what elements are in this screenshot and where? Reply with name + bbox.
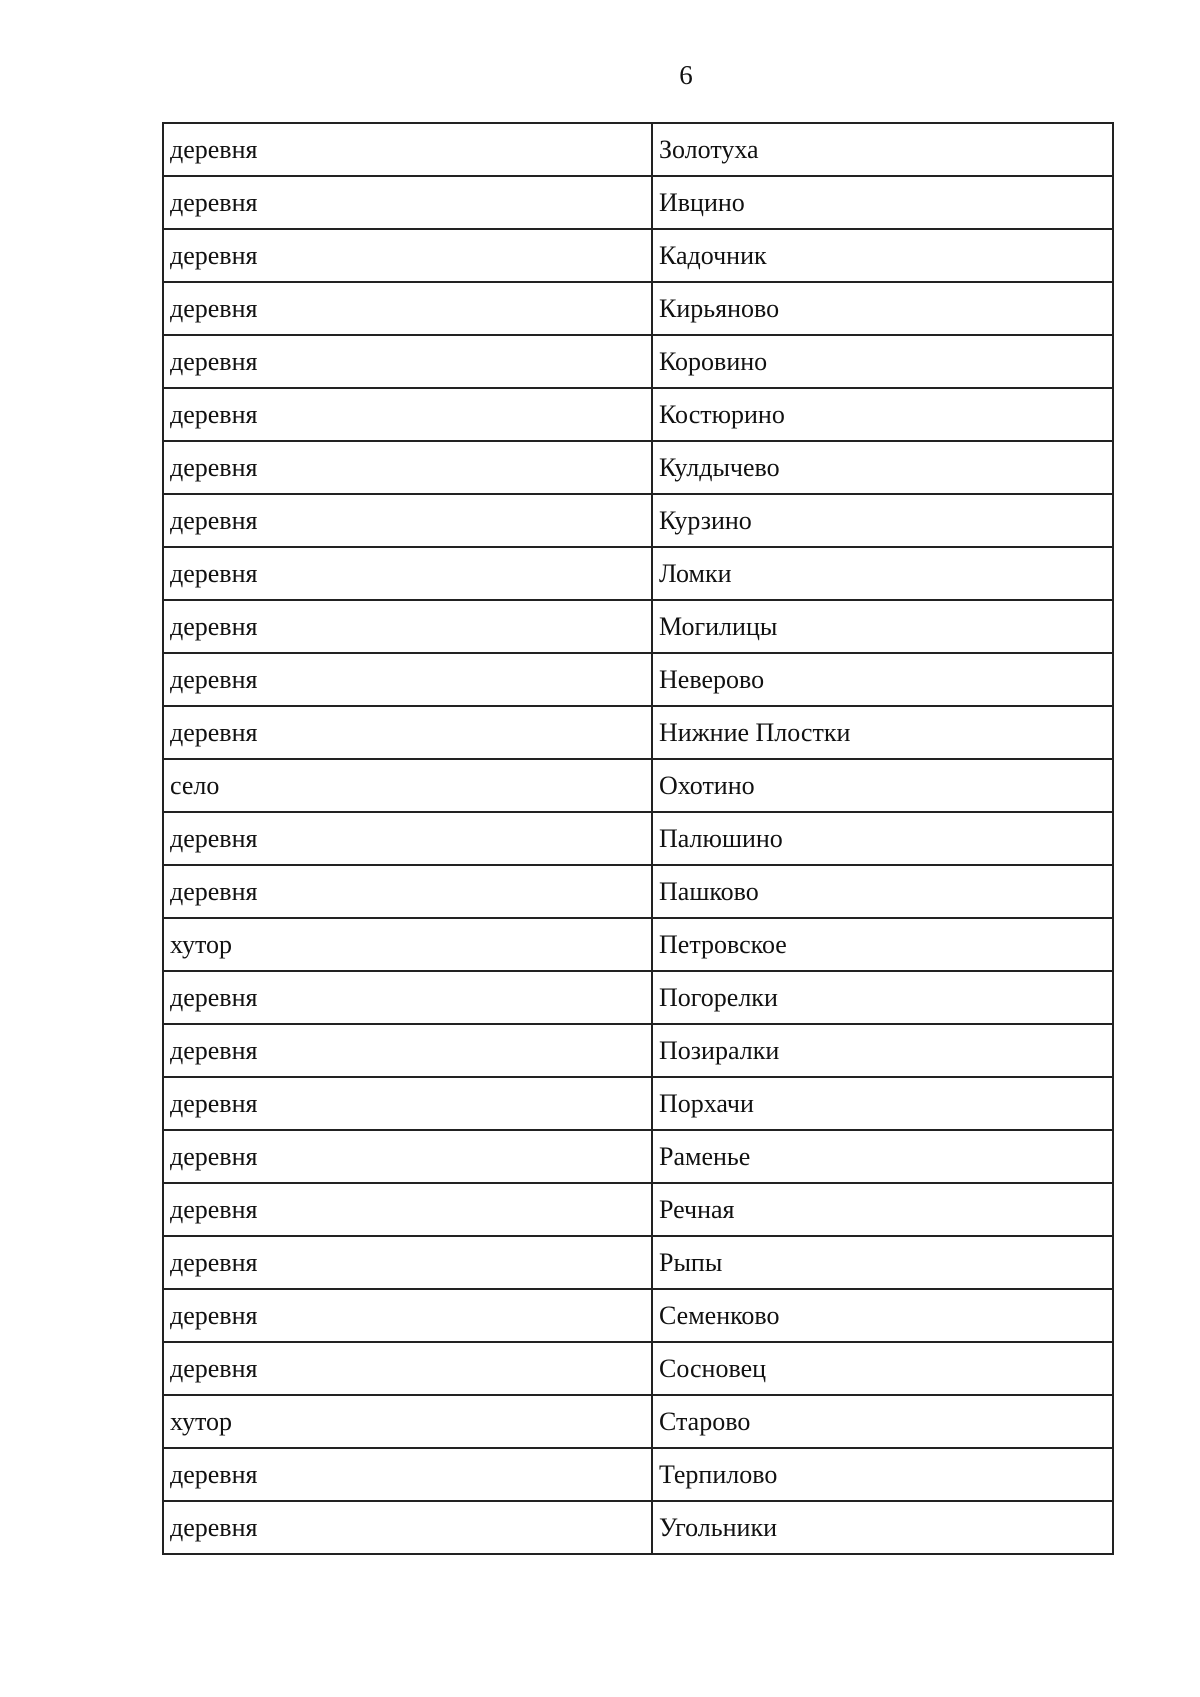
table-row	[163, 1130, 1113, 1183]
settlement-type-cell: деревня	[163, 865, 652, 918]
settlement-name-cell: Речная	[652, 1183, 1113, 1236]
settlement-type-cell: деревня	[163, 123, 652, 176]
settlements-table-body	[163, 123, 1113, 1554]
settlement-type-cell: деревня	[163, 1183, 652, 1236]
settlement-name-cell: Раменье	[652, 1130, 1113, 1183]
table-row	[163, 706, 1113, 759]
settlement-type-cell: деревня	[163, 1448, 652, 1501]
table-row	[163, 1024, 1113, 1077]
settlement-type-cell: хутор	[163, 918, 652, 971]
settlement-type-cell: деревня	[163, 1501, 652, 1554]
settlement-type-cell: деревня	[163, 1342, 652, 1395]
table-row	[163, 1077, 1113, 1130]
settlement-type-cell: деревня	[163, 812, 652, 865]
table-row	[163, 759, 1113, 812]
table-row	[163, 335, 1113, 388]
settlement-type-cell: деревня	[163, 971, 652, 1024]
table-row	[163, 494, 1113, 547]
settlement-type-cell: деревня	[163, 176, 652, 229]
settlement-name-cell: Ивцино	[652, 176, 1113, 229]
settlement-type-cell: деревня	[163, 282, 652, 335]
settlement-name-cell: Позиралки	[652, 1024, 1113, 1077]
settlement-name-cell: Кулдычево	[652, 441, 1113, 494]
table-row	[163, 1183, 1113, 1236]
table-row	[163, 653, 1113, 706]
settlement-name-cell: Золотуха	[652, 123, 1113, 176]
table-row	[163, 388, 1113, 441]
settlement-type-cell: деревня	[163, 388, 652, 441]
settlement-type-cell: деревня	[163, 1024, 652, 1077]
table-row	[163, 441, 1113, 494]
settlement-name-cell: Рыпы	[652, 1236, 1113, 1289]
table-row	[163, 123, 1113, 176]
settlement-name-cell: Могилицы	[652, 600, 1113, 653]
table-row	[163, 547, 1113, 600]
table-row	[163, 812, 1113, 865]
settlement-name-cell: Кадочник	[652, 229, 1113, 282]
settlement-type-cell: деревня	[163, 653, 652, 706]
settlement-name-cell: Терпилово	[652, 1448, 1113, 1501]
settlement-name-cell: Костюрино	[652, 388, 1113, 441]
settlement-name-cell: Старово	[652, 1395, 1113, 1448]
settlement-name-cell: Угольники	[652, 1501, 1113, 1554]
table-row	[163, 1289, 1113, 1342]
table-row	[163, 282, 1113, 335]
table-row	[163, 1236, 1113, 1289]
settlement-name-cell: Неверово	[652, 653, 1113, 706]
settlement-type-cell: деревня	[163, 1289, 652, 1342]
settlement-type-cell: деревня	[163, 1077, 652, 1130]
settlement-name-cell: Порхачи	[652, 1077, 1113, 1130]
settlement-type-cell: хутор	[163, 1395, 652, 1448]
settlement-name-cell: Кирьяново	[652, 282, 1113, 335]
settlement-type-cell: деревня	[163, 1130, 652, 1183]
table-row	[163, 1448, 1113, 1501]
settlement-type-cell: деревня	[163, 1236, 652, 1289]
settlement-name-cell: Ломки	[652, 547, 1113, 600]
settlement-name-cell: Петровское	[652, 918, 1113, 971]
table-row	[163, 1342, 1113, 1395]
settlement-type-cell: деревня	[163, 441, 652, 494]
table-row	[163, 176, 1113, 229]
settlement-type-cell: деревня	[163, 547, 652, 600]
table-row	[163, 865, 1113, 918]
settlement-name-cell: Курзино	[652, 494, 1113, 547]
table-row	[163, 229, 1113, 282]
table-row	[163, 600, 1113, 653]
table-row	[163, 918, 1113, 971]
settlements-table	[162, 122, 1114, 1555]
settlement-name-cell: Погорелки	[652, 971, 1113, 1024]
settlement-name-cell: Палюшино	[652, 812, 1113, 865]
settlement-type-cell: деревня	[163, 335, 652, 388]
settlement-name-cell: Пашково	[652, 865, 1113, 918]
table-row	[163, 1395, 1113, 1448]
table-row	[163, 1501, 1113, 1554]
settlement-type-cell: деревня	[163, 600, 652, 653]
settlement-name-cell: Охотино	[652, 759, 1113, 812]
settlement-type-cell: деревня	[163, 494, 652, 547]
settlement-name-cell: Сосновец	[652, 1342, 1113, 1395]
settlement-name-cell: Семенково	[652, 1289, 1113, 1342]
settlement-name-cell: Нижние Плостки	[652, 706, 1113, 759]
settlement-type-cell: село	[163, 759, 652, 812]
settlement-type-cell: деревня	[163, 706, 652, 759]
settlement-name-cell: Коровино	[652, 335, 1113, 388]
page-number: 6	[679, 60, 693, 90]
table-row	[163, 971, 1113, 1024]
settlement-type-cell: деревня	[163, 229, 652, 282]
